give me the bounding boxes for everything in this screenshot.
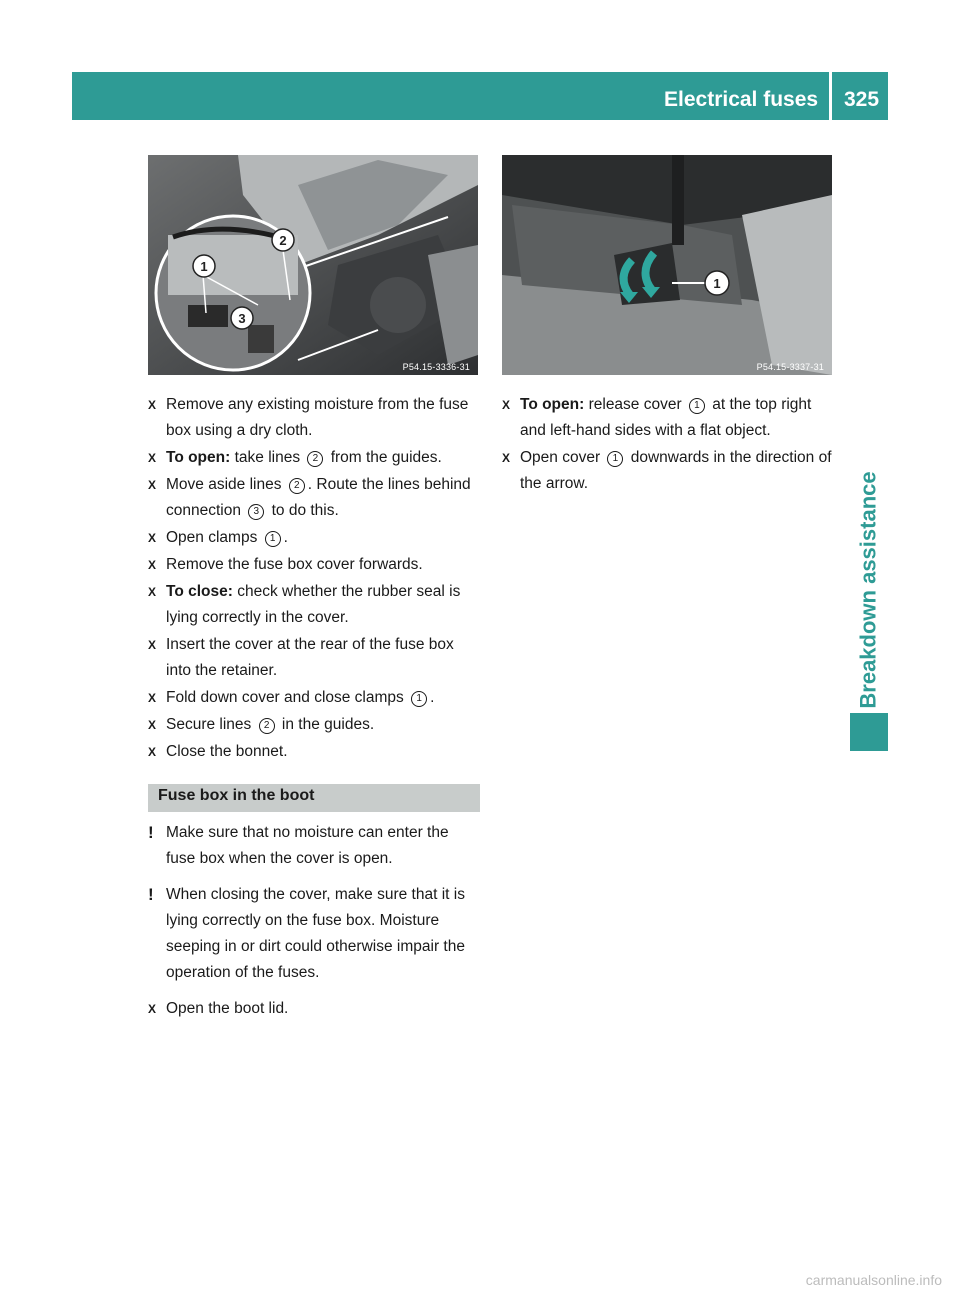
callout-ref: 1 [265, 531, 281, 547]
chapter-tab-marker [850, 713, 888, 751]
engine-illustration [148, 155, 478, 375]
step-bullet: X [148, 398, 157, 412]
watermark: carmanualsonline.info [805, 1272, 942, 1288]
image-reference: P54.15-3336-31 [402, 362, 470, 372]
header-divider [829, 72, 832, 120]
page-title: Electrical fuses [664, 88, 819, 111]
step-fold-cover: X Open cover 1 downwards in the direction of the arrow. [502, 445, 832, 497]
boot-fuse-box-photo [502, 155, 832, 375]
callout-ref: 2 [259, 718, 275, 734]
callout-ref: 1 [411, 691, 427, 707]
callout-2-label: 2 [279, 233, 287, 248]
section-heading [148, 784, 480, 812]
step-9: X Secure lines 2 in the guides. [148, 712, 478, 738]
callout-ref: 2 [289, 478, 305, 494]
boot-instructions [502, 392, 832, 498]
callout-1-label: 1 [713, 276, 721, 291]
step-7: X Insert the cover at the rear of the fuse box into the retainer. [148, 632, 478, 684]
callout-ref: 1 [607, 451, 623, 467]
step-bullet: X [148, 558, 157, 572]
callout-ref: 3 [248, 504, 264, 520]
step-bullet: X [148, 1002, 157, 1016]
callout-3-label: 3 [238, 311, 246, 326]
step-bullet: X [148, 638, 157, 652]
step-8: X Fold down cover and close clamps 1 . [148, 685, 478, 711]
step-bullet: X [148, 585, 157, 599]
step-bullet: X [148, 745, 157, 759]
boot-illustration [502, 155, 832, 375]
step-bullet: X [148, 451, 157, 465]
step-open-cover: X To open: release cover 1 at the top right and left-hand sides with a flat object. [502, 392, 832, 444]
engine-instructions [148, 392, 478, 766]
step-3: X Move aside lines 2 . Route the lines behind connection 3 to do this. [148, 472, 478, 524]
step-6: X To close: check whether the rubber seal is lying correctly in the cover. [148, 579, 478, 631]
step-bullet: X [148, 531, 157, 545]
warning-icon: ! [148, 823, 154, 842]
warning-note-2: ! When closing the cover, make sure that it is lying correctly on the fuse box. Moisture seeping in or dirt could otherwise impair the operation of the fuses. [148, 882, 480, 986]
step-5: X Remove the fuse box cover forwards. [148, 552, 478, 578]
callout-ref: 1 [689, 398, 705, 414]
warning-note-1: ! Make sure that no moisture can enter the fuse box when the cover is open. [148, 820, 480, 872]
step-bullet: X [148, 691, 157, 705]
step-bullet: X [502, 398, 511, 412]
page-number: 325 [844, 88, 880, 111]
step-10: X Close the bonnet. [148, 739, 478, 765]
step-4: X Open clamps 1 . [148, 525, 478, 551]
callout-1-label: 1 [200, 259, 208, 274]
chapter-tab [850, 445, 888, 735]
section-heading-text: Fuse box in the boot [158, 787, 315, 804]
boot-fuse-box-notes [148, 820, 480, 1023]
engine-fuse-box-photo [148, 155, 478, 375]
image-reference: P54.15-3337-31 [756, 362, 824, 372]
step-2: X To open: take lines 2 from the guides. [148, 445, 478, 471]
chapter-tab-label: Breakdown assistance [856, 471, 882, 709]
step-1: X Remove any existing moisture from the fuse box using a dry cloth. [148, 392, 478, 444]
step-open-boot: X Open the boot lid. [148, 996, 480, 1022]
warning-icon: ! [148, 885, 154, 904]
step-bullet: X [148, 718, 157, 732]
callout-ref: 2 [307, 451, 323, 467]
step-bullet: X [502, 451, 511, 465]
step-bullet: X [148, 478, 157, 492]
